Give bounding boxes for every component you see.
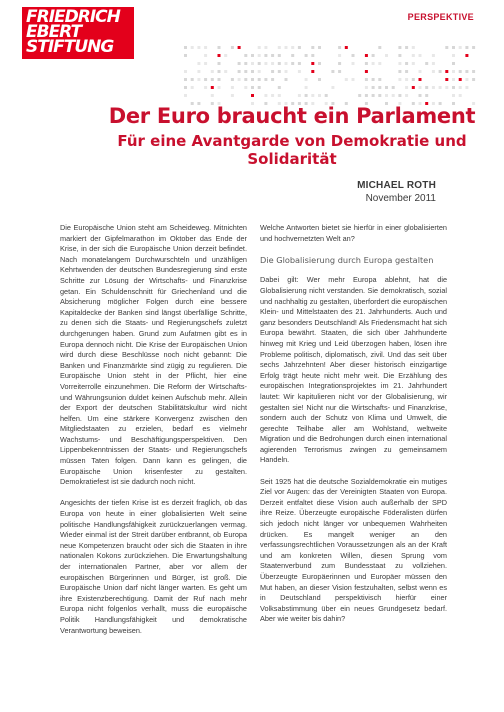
logo-text-line-3: STIFTUNG	[26, 37, 114, 57]
decorative-dot-pattern	[180, 42, 480, 112]
section-heading: Die Globalisierung durch Europa gestalten	[260, 254, 434, 265]
paragraph: Seit 1925 hat die deutsche Sozialdemokratie ein mutiges Ziel vor Augen: das der Vereinigten Staaten von Europa. Derzeit entfaltet diese Vision auch außerhalb der SPD ihre Reize. Überzeugte europäische Föderalisten dürfen sich jedoch nicht länger vor unbequemen Wahrheiten drücken. Es mangelt weniger an den verfassungsrechtlichen Voraussetzungen als an der Kraft und am konkreten Willen, diesen Sprung vom Staatenverbund zum Bundesstaat zu vollziehen. Überzeugte Europäerinnen und Europäer müssen den Mut haben, an dieser Vision festzuhalten, selbst wenn es in Deutschland perspektivisch hierfür einer Volksabstimmung über ein neues Grundgesetz bedarf. Aber wie weiter bis dahin?	[260, 476, 447, 624]
paragraph: Dabei gilt: Wer mehr Europa ablehnt, hat die Globalisierung nicht verstanden. Sie demokratisch, sozial und nachhaltig zu gestalten, überfordert die europäischen Klein- und Mittelstaaten des 21. Jahrhunderts. Auch und ganz besonders Deutschland! Als Friedensmacht hat sich Europa bewährt. Staaten, die sich über Jahrhunderte hinweg mit Krieg und Leid überzogen haben, lösen ihre Probleme politisch, diplomatisch, zivil. Und das seit über sechs Jahrzehnten! Aber dieser historisch einzigartige Erfolg trägt heute nicht mehr weit. Die Erzählung des europäischen Integrationsprojektes im 21. Jahrhundert lautet: Wir kapitulieren nicht vor der Globalisierung, wir gestalten sie! Nicht nur die Wirtschafts- und Finanzkrise, sondern auch der Schutz von Klima und Umwelt, die gerechte Teilhabe aller am Wohlstand, weltweite Migration und die Bedrohungen durch einen international agierenden Terrorismus zwingen zu gemeinsamem Handeln.	[260, 275, 447, 465]
publication-date: November 2011	[365, 193, 436, 204]
right-column	[260, 223, 447, 636]
logo-text-line-2: EBERT	[26, 22, 82, 42]
paragraph: Die Europäische Union steht am Scheideweg. Mitnichten markiert der Gipfelmarathon im Oktober das Ende der Krise, in der sich die Europäische Union derzeit befindet. Nach monatelangem Durchwurschteln und unzähligen Kehrtwenden der deutschen Bundesregierung sind erste Schritte zur Lösung der Wirtschafts- und Finanzkrise getan. Ein Schuldenschnitt für Griechenland und die Absicherung möglicher Folgen durch eine bessere Kapitaldecke der Banken sind längst überfällige Schritte, zu denen sich die Staats- und Regierungschefs zuletzt durchgerungen haben. Grund zum Aufatmen gibt es in Europa dennoch nicht. Die Krise der Europäischen Union wird durch diese Beschlüsse noch nicht gebannt: Die Banken und Finanzmärkte sind zügig zu regulieren. Die Europäische Union steht in der Pflicht, hier eine Vorreiterrolle einzunehmen. Die Reform der Wirtschafts- und Währungsunion duldet keinen Aufschub mehr. Allein der Export der deutschen Stabilitätskultur wird nicht helfen. Um eine stärkere Konvergenz zwischen den Mitgliedstaaten zu erzielen, bedarf es vielmehr Wachstums- und Beschäftigungsperspektiven. Den Lippenbekenntnissen der Staats- und Regierungschefs müssen Taten folgen. Dann kann es gelingen, die Europäische Union krisenfester zu gestalten. Demokratiefest ist sie dadurch noch nicht.	[60, 223, 247, 487]
page-subtitle: Für eine Avantgarde von Demokratie und Solidarität	[117, 132, 467, 168]
logo-text-line-1: FRIEDRICH	[26, 7, 120, 27]
paragraph: Angesichts der tiefen Krise ist es derzeit fraglich, ob das Europa von heute in einer globalisierten Welt seine politische Handlungsfähigkeit zurückzuerlangen vermag. Wieder einmal ist der Streit darüber entbrannt, ob Europa neue Kompetenzen braucht oder sich die Staaten in ihre nationalen Kokons zurückziehen. Die Erwartungshaltung der internationalen Partner, aber vor allem der europäischen Bürgerinnen und Bürger, ist groß. Die Europäische Union darf nicht länger warten. Es geht um ihre Existenzberechtigung. Damit der Ruf nach mehr Europa nicht folgenlos verhallt, muss die europäische Politik Handlungsfähigkeit und demokratische Verantwortung beweisen.	[60, 498, 247, 635]
left-column	[60, 223, 247, 647]
category-label: PERSPEKTIVE	[407, 12, 474, 22]
page-title: Der Euro braucht ein Parlament	[108, 104, 476, 128]
logo	[22, 7, 134, 59]
paragraph: Welche Antworten bietet sie hierfür in einer globalisierten und hochvernetzten Welt an?	[260, 223, 447, 243]
author-name: MICHAEL ROTH	[357, 180, 436, 191]
